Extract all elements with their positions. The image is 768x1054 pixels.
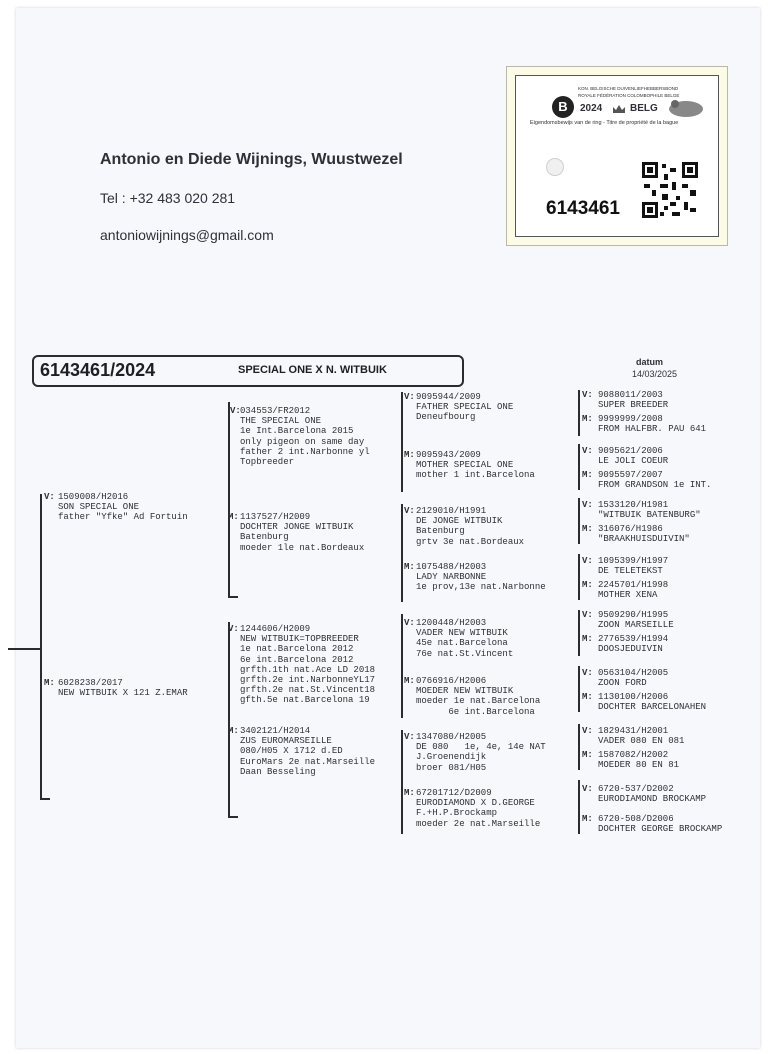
gen4-prefix-12: M:: [582, 692, 593, 702]
gen4-prefix-7: V:: [582, 556, 593, 566]
gen4-prefix-5: V:: [582, 500, 593, 510]
gen4-entry-7: 1095399/H1997 DE TELETEKST: [598, 556, 669, 577]
gen2-dd-prefix: M:: [228, 726, 239, 736]
gen4-prefix-4: M:: [582, 470, 593, 480]
pedigree-ring-number: 6143461/2024: [40, 360, 156, 380]
gen4-bracket-4: [578, 554, 580, 600]
gen4-entry-12: 1130100/H2006 DOCHTER BARCELONAHEN: [598, 692, 707, 713]
gen4-prefix-13: V:: [582, 726, 593, 736]
gen4-bracket-5: [578, 610, 580, 656]
gen3-entry-8: 67201712/D2009 EURODIAMOND X D.GEORGE F.+H.P.Brockamp moeder 2e nat.Marseille: [416, 788, 541, 829]
gen4-entry-1: 9088011/2003 SUPER BREEDER: [598, 390, 669, 411]
card-hole: [546, 158, 564, 176]
gen3-prefix-1: V:: [404, 392, 415, 402]
gen3-entry-3: 2129010/H1991 DE JONGE WITBUIK Batenburg grtv 3e nat.Bordeaux: [416, 506, 525, 547]
owner-name: Antonio en Diede Wijnings, Wuustwezel: [100, 151, 403, 168]
gen2-sire-bracket: [228, 402, 230, 598]
gen3-bracket-2: [401, 504, 403, 602]
pedigree-cross: SPECIAL ONE X N. WITBUIK: [238, 364, 387, 376]
root-connector: [8, 648, 41, 650]
gen2-dd-entry: 3402121/H2014 ZUS EUROMARSEILLE 080/H05 X 1712 d.ED EuroMars 2e nat.Marseille Daan Besseling: [240, 726, 376, 777]
owner-phone: Tel : +32 483 020 281: [100, 190, 236, 206]
gen4-prefix-6: M:: [582, 524, 593, 534]
qr-code-icon: [642, 162, 698, 218]
gen4-prefix-2: M:: [582, 414, 593, 424]
gen4-entry-6: 316076/H1986 "BRAAKHUISDUIVIN": [598, 524, 690, 545]
gen3-prefix-5: V:: [404, 618, 415, 628]
ring-year: 2024: [580, 103, 603, 114]
gen3-bracket-4: [401, 730, 403, 834]
gen4-bracket-2: [578, 444, 580, 490]
gen4-entry-2: 9999999/2008 FROM HALFBR. PAU 641: [598, 414, 707, 435]
gen3-entry-2: 9095943/2009 MOTHER SPECIAL ONE mother 1 int.Barcelona: [416, 450, 535, 481]
gen4-prefix-16: M:: [582, 814, 593, 824]
gen4-bracket-1: [578, 390, 580, 436]
gen2-ss-entry: 034553/FR2012 THE SPECIAL ONE 1e Int.Barcelona 2015 only pigeon on same day father 2 int.Narbonne yl Topbreeder: [240, 406, 370, 468]
gen4-bracket-3: [578, 498, 580, 544]
gen3-prefix-2: M:: [404, 450, 415, 460]
gen4-bracket-7: [578, 724, 580, 770]
gen4-entry-15: 6720-537/D2002 EURODIAMOND BROCKAMP: [598, 784, 707, 805]
gen1-bracket-foot: [40, 798, 50, 800]
gen4-entry-11: 0563104/H2005 ZOON FORD: [598, 668, 669, 689]
gen3-prefix-6: M:: [404, 676, 415, 686]
gen3-entry-5: 1200448/H2003 VADER NEW WITBUIK 45e nat.Barcelona 76e nat.St.Vincent: [416, 618, 514, 659]
gen2-sd-entry: 1137527/H2009 DOCHTER JONGE WITBUIK Batenburg moeder 1le nat.Bordeaux: [240, 512, 365, 553]
gen3-prefix-3: V:: [404, 506, 415, 516]
gen4-entry-8: 2245701/H1998 MOTHER XENA: [598, 580, 669, 601]
ring-ownership-card: [506, 66, 728, 246]
gen4-entry-3: 9095621/2006 LE JOLI COEUR: [598, 446, 669, 467]
crown-icon: [612, 104, 626, 114]
pigeon-icon: [666, 96, 706, 120]
gen3-entry-7: 1347080/H2005 DE 080 1e, 4e, 14e NAT J.Groenendijk broer 081/H05: [416, 732, 546, 773]
ownership-text: Eigendomsbewijs van de ring - Titre de propriété de la bague: [530, 120, 679, 126]
gen1-bracket: [40, 494, 42, 800]
gen2-ds-entry: 1244606/H2009 NEW WITBUIK=TOPBREEDER 1e nat.Barcelona 2012 6e int.Barcelona 2012 grfth.1th nat.Ace LD 2018 grfth.2e int.NarbonneYL17 grfth.2e nat.St.Vincent18 gfth.5e nat.Barcelona 19: [240, 624, 376, 706]
gen3-bracket-1: [401, 392, 403, 492]
gen4-prefix-1: V:: [582, 390, 593, 400]
ring-country: BELG: [630, 103, 658, 114]
date-label: datum: [636, 357, 663, 367]
gen4-prefix-8: M:: [582, 580, 593, 590]
gen1-sire-entry: 1509008/H2016 SON SPECIAL ONE father "Yfke" Ad Fortuin: [58, 492, 188, 523]
gen4-entry-13: 1829431/H2001 VADER 080 EN 081: [598, 726, 685, 747]
gen4-entry-16: 6720-508/D2006 DOCHTER GEORGE BROCKAMP: [598, 814, 723, 835]
pedigree-date: 14/03/2025: [632, 369, 678, 379]
gen2-dam-bracket: [228, 622, 230, 818]
gen4-prefix-15: V:: [582, 784, 593, 794]
gen3-prefix-8: M:: [404, 788, 415, 798]
gen3-prefix-7: V:: [404, 732, 415, 742]
ring-card-inner: [515, 75, 719, 237]
owner-email: antoniowijnings@gmail.com: [100, 227, 274, 243]
gen4-prefix-9: V:: [582, 610, 593, 620]
gen3-entry-1: 9095944/2009 FATHER SPECIAL ONE Deneufbourg: [416, 392, 514, 423]
gen4-entry-14: 1587082/H2002 MOEDER 80 EN 81: [598, 750, 680, 771]
org-line-2: ROYALE FÉDÉRATION COLOMBOPHILE BELGE: [578, 93, 680, 98]
gen4-bracket-6: [578, 666, 580, 712]
gen4-entry-4: 9095597/2007 FROM GRANDSON 1e INT.: [598, 470, 712, 491]
gen4-prefix-11: V:: [582, 668, 593, 678]
gen3-entry-4: 1075488/H2003 LADY NARBONNE 1e prov,13e nat.Narbonne: [416, 562, 546, 593]
gen1-dam-entry: 6028238/2017 NEW WITBUIK X 121 Z.EMAR: [58, 678, 188, 699]
gen3-entry-6: 0766916/H2006 MOEDER NEW WITBUIK moeder 1e nat.Barcelona 6e int.Barcelona: [416, 676, 541, 717]
gen4-prefix-10: M:: [582, 634, 593, 644]
gen4-prefix-3: V:: [582, 446, 593, 456]
gen2-dam-bracket-foot: [228, 816, 238, 818]
gen4-entry-10: 2776539/H1994 DOOSJEDUIVIN: [598, 634, 669, 655]
gen3-prefix-4: M:: [404, 562, 415, 572]
gen2-ds-prefix: V:: [228, 624, 239, 634]
gen1-sire-prefix: V:: [44, 492, 55, 502]
org-line-1: KON. BELGISCHE DUIVENLIEFHEBBERSBOND: [578, 86, 679, 91]
gen4-prefix-14: M:: [582, 750, 593, 760]
gen2-sire-bracket-foot: [228, 596, 238, 598]
gen4-bracket-8: [578, 780, 580, 834]
ring-card-number: 6143461: [546, 198, 620, 219]
gen4-entry-5: 1533120/H1981 "WITBUIK BATENBURG": [598, 500, 701, 521]
gen2-sd-prefix: M:: [228, 512, 239, 522]
gen3-bracket-3: [401, 614, 403, 718]
gen4-entry-9: 9509290/H1995 ZOON MARSEILLE: [598, 610, 674, 631]
federation-logo-icon: B: [552, 96, 574, 118]
gen2-ss-prefix: V:: [230, 406, 241, 416]
gen1-dam-prefix: M:: [44, 678, 55, 688]
